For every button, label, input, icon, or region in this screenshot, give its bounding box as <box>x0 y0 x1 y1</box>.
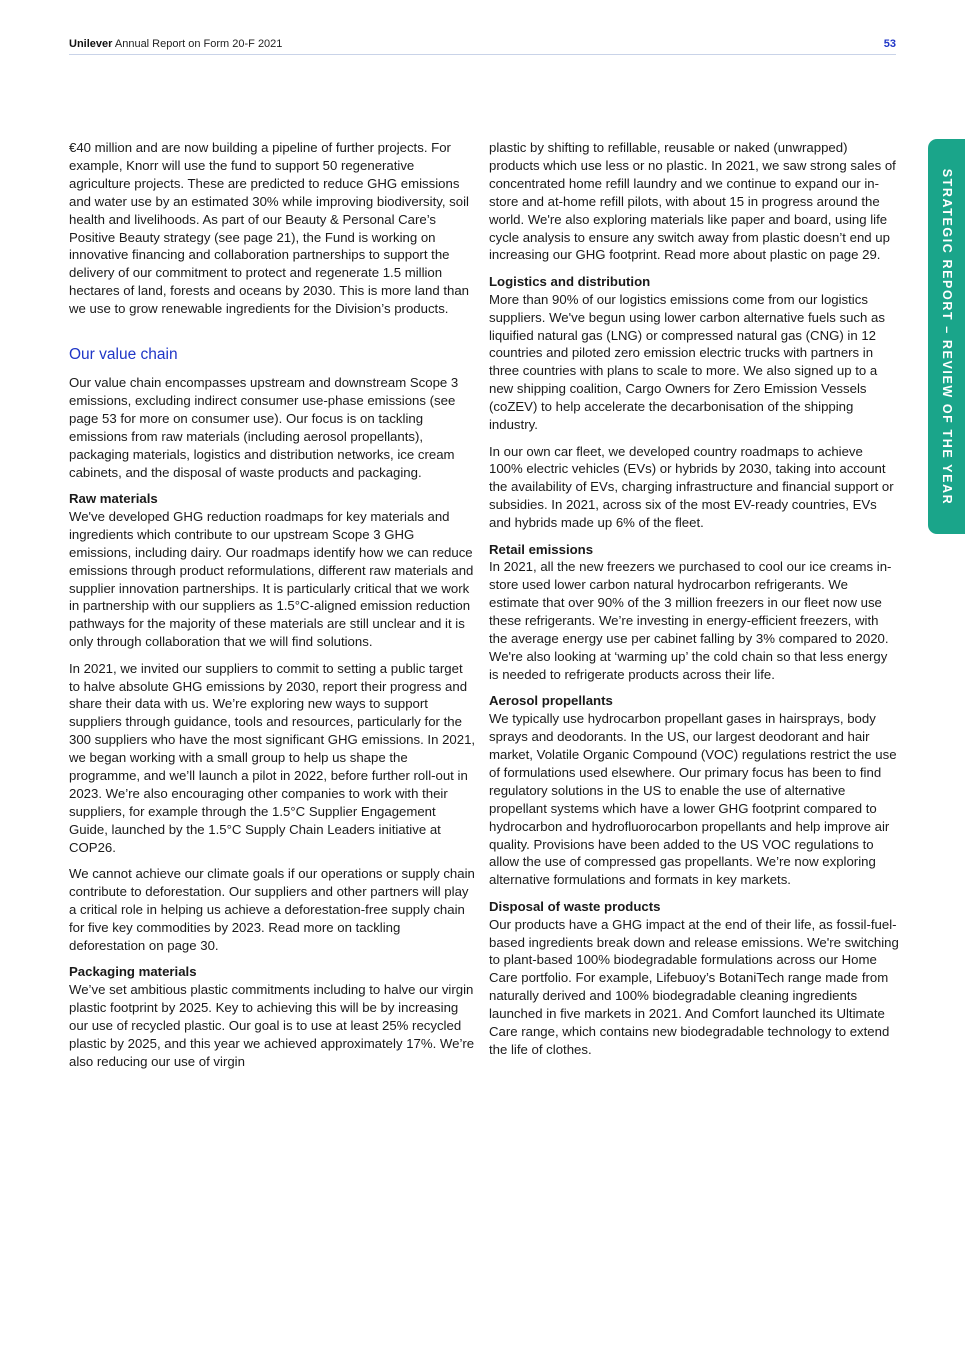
page-header <box>69 38 896 55</box>
left-column <box>69 139 477 1079</box>
disposal-heading: Disposal of waste products <box>489 898 661 914</box>
retail-heading: Retail emissions <box>489 541 594 557</box>
aerosol-paragraph: We typically use hydrocarbon propellant gases in hairsprays, body sprays and deodorants. In the US, our largest deodorant and hair market, Volatile Organic Compound (VOC) regulations restrict the use of formulations used elsewhere. Our primary focus has been to find regulatory solutions in the US to enable the use of alternative propellant systems which have a lower GHG footprint compared to hydrocarbon and hydrofluorocarbon propellants and help improve air quality. Provisions have been added to the US VOC regulations to allow the use of compressed gas propellants. We’re now exploring alternative formulations and formats in key markets. <box>489 711 897 888</box>
side-tab-label: STRATEGIC REPORT – REVIEW OF THE YEAR <box>939 168 954 505</box>
aerosol-heading: Aerosol propellants <box>489 693 613 709</box>
brand-name: Unilever <box>69 38 113 50</box>
disposal-paragraph: Our products have a GHG impact at the end of their life, as fossil-fuel-based ingredients break down and release emissions. We're switching to plant-based 100% biodegradable formulations across our Home Care portfolio. For example, Lifebuoy’s BotaniTech range made from naturally derived and 100% biodegradable cleaning ingredients launched in five markets in 2021. And Comfort launched its Ultimate Care range, which contains new biodegradable technology to extend the life of clothes. <box>489 916 899 1057</box>
packaging-heading: Packaging materials <box>69 964 197 980</box>
right-column <box>489 139 899 1067</box>
intro-paragraph: €40 million and are now building a pipeline of further projects. For example, Knorr will use the fund to support 50 regenerative agriculture projects. These are predicted to reduce GHG emissions and water use by an estimated 30% while improving biodiversity, soil health and livelihoods. As part of our Beauty & Personal Care’s Positive Beauty strategy (see page 21), the Fund is working on innovative financing and collaboration partnerships to support the delivery of our commitment to protect and regenerate 1.5 million hectares of land, forests and oceans by 2030. This is more land than we use to grow renewable ingredients for the Division’s products. <box>69 140 470 317</box>
raw-materials-paragraph: In 2021, we invited our suppliers to commit to setting a public target to halve absolute GHG emissions by 2030, report their progress and share their data with us. We’re exploring new ways to support suppliers through guidance, tools and resources, particularly for the 300 suppliers who have the most significant GHG emissions. In 2021, we began working with a small group to help us shape the programme, and we’ll launch a pilot in 2022, before further roll-out in 2023. We’re also encouraging other companies to work with their suppliers, for example through the 1.5°C Supplier Engagement Guide, launched by the 1.5°C Supply Chain Leaders initiative at COP26. <box>69 660 476 855</box>
packaging-paragraph: We’ve set ambitious plastic commitments including to halve our virgin plastic footprint by 2025. Key to achieving this will be by increasing our use of recycled plastic. Our goal is to use at least 25% recycled plastic by 2025, and this year we achieved approximately 17%. We’re also reducing our use of virgin <box>69 982 475 1069</box>
continuation-paragraph: plastic by shifting to refillable, reusable or naked (unwrapped) products which use less or no plastic. In 2021, we saw strong sales of concentrated home refill laundry and we continue to expand our in-store and at-home refill pilots, with about 15 in progress around the world. We're also exploring materials like paper and board, using life cycle analysis to ensure any switch away from plastic doesn’t end up increasing our GHG footprint. Read more about plastic on page 29. <box>489 140 896 263</box>
value-chain-paragraph: Our value chain encompasses upstream and downstream Scope 3 emissions, excluding indirect consumer use-phase emissions (see page 53 for more on consumer use). Our focus is on tackling emissions from raw materials (including aerosol propellants), packaging materials, logistics and distribution networks, ice cream cabinets, and the disposal of waste products and packaging. <box>69 375 459 480</box>
logistics-paragraph: In our own car fleet, we developed country roadmaps to achieve 100% electric vehicles (EVs) or hybrids by 2030, taking into account the availability of EVs, charging infrastructure and financial support or subsidies. In 2021, across six of the most EV-ready countries, EVs and hybrids made up 6% of the fleet. <box>489 443 894 531</box>
raw-materials-paragraph: We've developed GHG reduction roadmaps for key materials and ingredients which contribute to our upstream Scope 3 GHG emissions, including dairy. Our roadmaps identify how we can reduce emissions through product reformulations, different raw materials and supplier innovation partnerships. It is particularly critical that we work in partnership with our suppliers as 1.5°C-aligned emission reduction pathways for the majority of these materials are still unclear and it is only through collaboration that we will find solutions. <box>69 508 474 650</box>
raw-materials-heading: Raw materials <box>69 491 158 506</box>
logistics-paragraph: More than 90% of our logistics emissions come from our logistics suppliers. We've begun using lower carbon alternative fuels such as liquified natural gas (LNG) or compressed natural gas (CNG) in 12 countries and piloted zero emission electric trucks with partners in three countries with plans to scale to more. We also signed up to a new shipping coalition, Cargo Owners for Zero Emission Vessels (coZEV) to help accelerate the decarbonisation of the shipping industry. <box>489 291 885 433</box>
retail-paragraph: In 2021, all the new freezers we purchased to cool our ice creams in-store used lower carbon natural hydrocarbon refrigerants. We estimate that over 90% of the 3 million freezers in our fleet now use these refrigerants. We’re investing in energy-efficient freezers, with the average energy use per cabinet falling by 3% compared to 2020. We're also looking at ‘warming up’ the cold chain so that less energy is needed to refrigerate products across their life. <box>489 559 892 682</box>
report-title: Annual Report on Form 20-F 2021 <box>114 38 283 50</box>
page-number: 53 <box>883 38 896 50</box>
section-heading-value-chain: Our value chain <box>69 346 178 364</box>
section-side-tab[interactable] <box>928 139 965 534</box>
logistics-heading: Logistics and distribution <box>489 273 651 289</box>
raw-materials-paragraph: We cannot achieve our climate goals if our operations or supply chain contribute to deforestation. Our suppliers and other partners will play a critical role in helping us achieve a deforestation-free supply chain for five key commodities by 2023. Read more on tackling deforestation on page 30. <box>69 866 475 953</box>
